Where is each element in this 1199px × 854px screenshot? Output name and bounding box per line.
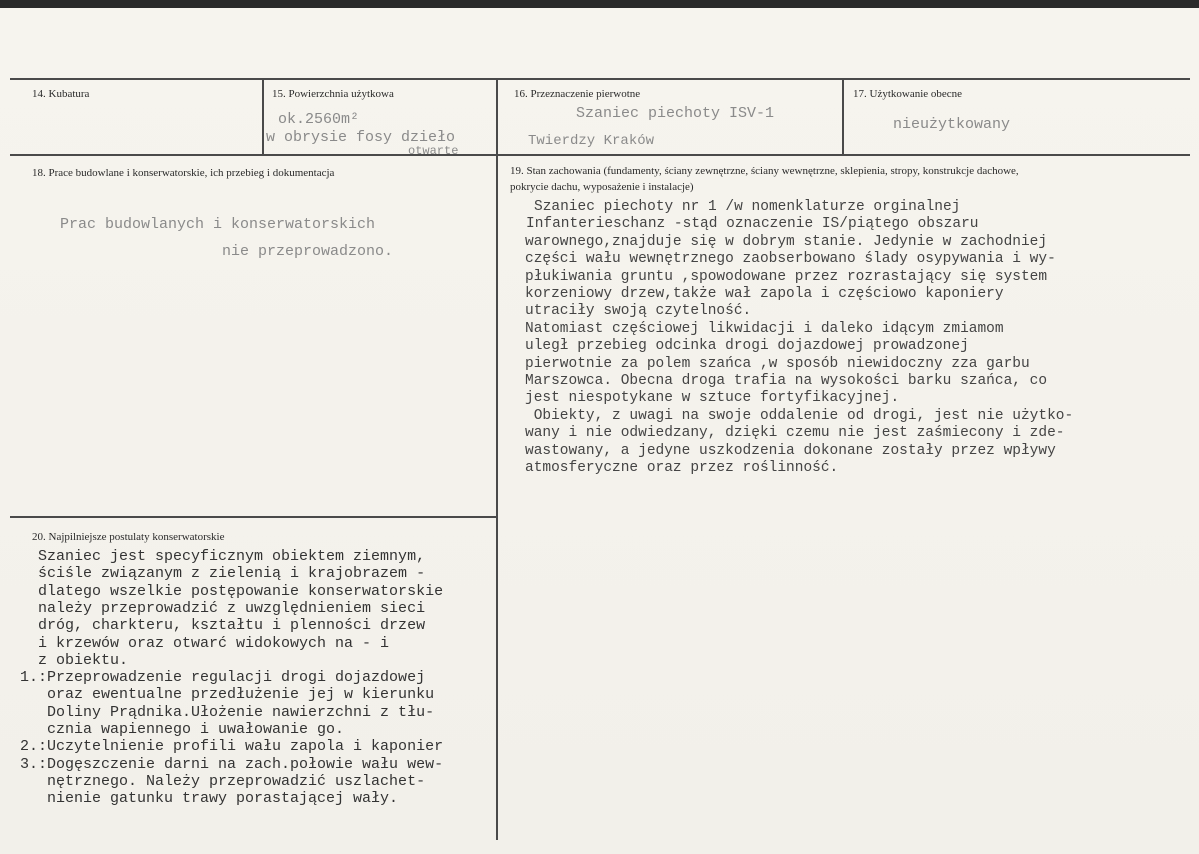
field-18-line-1: Prac budowlanych i konserwatorskich <box>60 216 376 233</box>
field-20-line: należy przeprowadzić z uwzględnieniem sieci <box>20 599 426 617</box>
field-20-line: dróg, charkteru, kształtu i plenności drzew <box>20 617 426 635</box>
field-19-line: płukiwania gruntu ,spowodowane przez rozrastający się system <box>525 268 1048 285</box>
field-19-line: jest niespotykane w sztuce fortyfikacyjnej. <box>525 390 900 407</box>
field-18-line-2: nie przeprowadzono. <box>222 243 394 260</box>
field-19-line: warownego,znajduje się w dobrym stanie. Jedynie w zachodniej <box>525 233 1048 250</box>
field-15-line-3: otwarte <box>408 146 459 155</box>
field-19-line: pierwotnie za polem szańca ,w sposób niewidoczny zza garbu <box>525 355 1030 372</box>
field-19-line: Obiekty, z uwagi na swoje oddalenie od drogi, jest nie użytko- <box>525 407 1074 424</box>
field-20-line: i krzewów oraz otwarć widokowych na - i <box>20 634 390 652</box>
field-15-label: 15. Powierzchnia użytkowa <box>272 88 394 100</box>
col-divider-3 <box>842 78 844 156</box>
row-top-line <box>10 78 1190 80</box>
field-19-line: Infanterieschanz -stąd oznaczenie IS/piątego obszaru <box>526 216 979 233</box>
field-16-line-2: Twierdzy Kraków <box>528 133 655 149</box>
field-20-line: Szaniec jest specyficznym obiektem ziemnym, <box>20 548 426 565</box>
field-17-line-1: nieużytkowany <box>893 116 1011 133</box>
field-20-line: 2.:Uczytelnienie profili wału zapola i kaponier <box>20 738 444 756</box>
row-middle-line <box>10 154 1190 156</box>
field-19-line: Szaniec piechoty nr 1 /w nomenklaturze orginalnej <box>534 199 961 215</box>
field-19-line: korzeniowy drzew,także wał zapola i częściowo kaponiery <box>525 286 1004 302</box>
field-20-line: ściśle związanym z zielenią i krajobrazem - <box>20 565 426 583</box>
field-19-line: Marszowca. Obecna droga trafia na wysokości barku szańca, co <box>525 373 1048 389</box>
field-20-label: 20. Najpilniejsze postulaty konserwatorskie <box>32 531 225 543</box>
field-20-line: 3.:Dogęszczenie darni na zach.połowie wału wew- <box>20 755 444 773</box>
field-14-label: 14. Kubatura <box>32 88 90 100</box>
field-20-line: z obiektu. <box>20 651 129 669</box>
col-divider-1 <box>262 78 264 156</box>
field-19-line: utraciły swoją czytelność. <box>525 303 752 320</box>
field-19-line: uległ przebieg odcinka drogi dojazdowej prowadzonej <box>525 338 969 355</box>
field-20-line: nętrznego. Należy przeprowadzić uszlachet- <box>20 772 426 790</box>
field-19-line: wany i nie odwiedzany, dzięki czemu nie jest zaśmiecony i zde- <box>525 425 1065 442</box>
field-15-line-1: ok.2560m² <box>278 111 360 128</box>
field-20-line: nienie gatunku trawy porastającej wały. <box>20 790 399 808</box>
field-20-line: 1.:Przeprowadzenie regulacji drogi dojazdowej <box>20 669 426 687</box>
field-19-label: 19. Stan zachowania (fundamenty, ściany zewnętrzne, ściany wewnętrzne, sklepienia, stropy, konstrukcje dachowe, pokrycie dachu, wyposażenie i instalacje) <box>510 165 1019 193</box>
col-divider-2 <box>496 78 498 840</box>
field-19-line: atmosferyczne oraz przez roślinność. <box>525 460 839 476</box>
field-19-line: części wału wewnętrznego zaobserbowano ślady osypywania i wy- <box>525 251 1056 268</box>
field-16-label: 16. Przeznaczenie pierwotne <box>514 88 641 100</box>
field-17-label: 17. Użytkowanie obecne <box>853 88 963 100</box>
field-20-line: dlatego wszelkie postępowanie konserwatorskie <box>20 582 444 600</box>
field-19-line: Natomiast częściowej likwidacji i daleko idącym zmiamom <box>525 320 1004 337</box>
field-20-line: oraz ewentualne przedłużenie jej w kierunku <box>20 686 435 704</box>
field-15-line-2: w obrysie fosy dzieło <box>266 129 456 146</box>
field-19-line: wastowany, a jedyne uszkodzenia dokonane zostały przez wpływy <box>525 442 1056 459</box>
section-18-20-divider <box>10 516 496 518</box>
field-20-line: Doliny Prądnika.Ułożenie nawierzchni z tłu- <box>20 703 435 721</box>
top-border <box>0 0 1199 8</box>
field-20-line: cznia wapiennego i uwałowanie go. <box>20 721 345 738</box>
field-18-label: 18. Prace budowlane i konserwatorskie, ich przebieg i dokumentacja <box>32 167 335 179</box>
field-16-line-1: Szaniec piechoty ISV-1 <box>576 105 775 122</box>
